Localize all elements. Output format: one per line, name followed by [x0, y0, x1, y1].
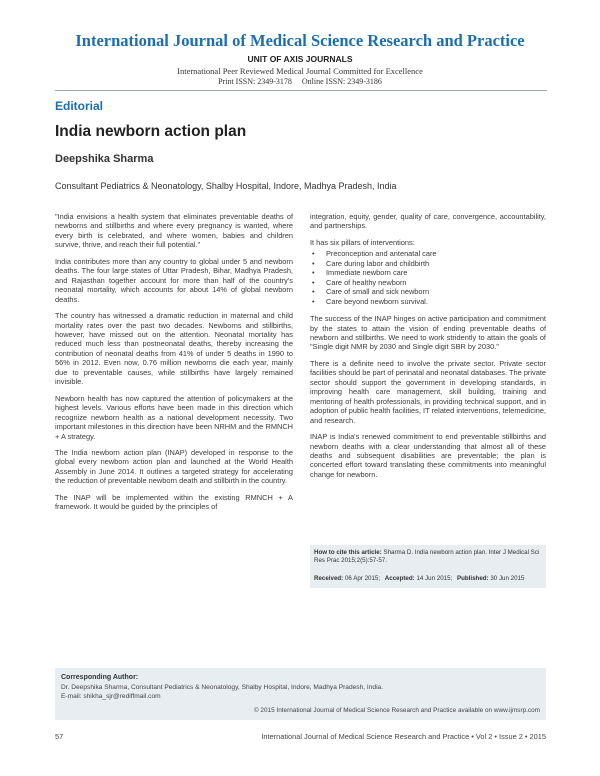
footer-journal-info: International Journal of Medical Science Research and Practice • Vol 2 • Issue 2 • 2015 [261, 732, 546, 741]
body-paragraph: The INAP will be implemented within the existing RMNCH + A framework. It would be guided by the principles of [55, 492, 293, 512]
issn-line [0, 77, 600, 86]
accepted-date: 14 Jun 2015; [416, 575, 453, 582]
corresponding-author-details: Dr. Deepshika Sharma, Consultant Pediatrics & Neonatology, Shalby Hospital, Indore, Madhya Pradesh, India. [61, 684, 384, 691]
publisher-name: UNIT OF AXIS JOURNALS [247, 54, 353, 64]
body-paragraph: The India newborn action plan (INAP) developed in response to the global every newborn action plan and launched at the World Health Assembly in June 2014. It outlines a targeted strategy for accelerating the reduction of preventable newborn death and stillbirth in the country. [55, 447, 293, 486]
body-paragraph: The success of the INAP hinges on active participation and commitment by the states to attain the vision of ending preventable deaths of newborn and stillbirths. We need to work stridently to attain the goals of "Single digit NMR by 2030 and Single digit SBR by 2030." [310, 314, 546, 352]
citation-label: How to cite this article: [314, 549, 382, 556]
header-divider [55, 90, 547, 91]
copyright-notice: © 2015 International Journal of Medical Science Research and Practice available on www.ijmsrp.com [253, 707, 540, 714]
citation-reference: Sharma D. India newborn action plan. Inter J Medical Sci Res Prac 2015;2(5):57-57. [314, 549, 540, 565]
body-paragraph: There is a definite need to involve the private sector. Private sector facilities should be part of perinatal and neonatal databases. The private sector should support the government in developing standards, in improving health care management, skill building, training and mentoring of health professionals, in providing technical support, and in adoption of public health facilities, IT related interventions, telemedicine, and research. [310, 358, 546, 425]
body-paragraph: India contributes more than any country to global under 5 and newborn deaths. The four large states of Uttar Pradesh, Bihar, Madhya Pradesh, and Rajasthan together account for more than half of the country's neonatal mortality, which accounts for about 14% of global newborn deaths. [55, 256, 293, 304]
article-dates [314, 575, 542, 583]
list-item: • Care during labor and childbirth [310, 259, 546, 268]
quote-paragraph: "India envisions a health system that eliminates preventable deaths of newborns and stillbirths and where every pregnancy is wanted, where every birth is celebrated, and where women, babies and children survive, thrive, and reach their full potential." [55, 212, 293, 250]
received-date: 06 Apr 2015; [344, 575, 381, 582]
body-paragraph: INAP is India's renewed commitment to end preventable stillbirths and newborn deaths with a clear understanding that almost all of these deaths and subsequent disabilities are preventable; the plan is concerted effort toward translating these commitments into meaningful change for newborn. [310, 432, 546, 479]
citation-box [310, 545, 546, 588]
received-label: Received: [314, 575, 344, 582]
published-label: Published: [456, 575, 489, 582]
body-right-column [310, 212, 546, 486]
section-label: Editorial [55, 99, 104, 113]
list-item: • Care of healthy newborn [310, 278, 546, 287]
corresponding-author-box [55, 668, 546, 720]
list-item: • Preconception and antenatal care [310, 249, 546, 258]
online-issn: Online ISSN: 2349-3186 [301, 77, 382, 86]
author-name: Deepshika Sharma [55, 153, 154, 165]
body-paragraph: The country has witnessed a dramatic reduction in maternal and child mortality rates over the past two decades. Newborns and stillbirths, however, have missed out on the attention. Neonatal mortality has reduced much less than postneonatal deaths, thereby increasing the contribution of neonatal deaths from 41% of under 5 deaths in 1990 to 56% in 2012. Even now, 0.76 million newborns die each year, mainly due to preventable causes, while stillbirths have largely remained invisible. [55, 311, 293, 387]
accepted-label: Accepted: [384, 575, 415, 582]
body-left-column [55, 212, 293, 519]
article-title: India newborn action plan [55, 123, 247, 140]
body-paragraph: integration, equity, gender, quality of care, convergence, accountability, and partnerships. [310, 212, 546, 231]
corresponding-author-title: Corresponding Author: [61, 674, 139, 681]
page-number: 57 [55, 732, 64, 741]
list-item: • Immediate newborn care [310, 268, 546, 277]
published-date: 30 Jun 2015 [490, 575, 525, 582]
corresponding-author-email[interactable]: E-mail: shikha_sjr@rediffmail.com [61, 693, 161, 700]
pillars-intro: It has six pillars of interventions: [310, 237, 415, 247]
pillars-list [310, 249, 546, 306]
list-item: • Care of small and sick newborn [310, 287, 546, 296]
author-affiliation: Consultant Pediatrics & Neonatology, Shalby Hospital, Indore, Madhya Pradesh, India [55, 181, 397, 191]
print-issn: Print ISSN: 2349-3178 [218, 77, 292, 86]
body-paragraph: Newborn health has now captured the attention of policymakers at the highest levels. Various efforts have been made in this direction which recognize newborn health as a national development necessity. Two important milestones in this direction have been NRHM and the RMNCH + A strategy. [55, 393, 293, 441]
peer-review-tagline: International Peer Reviewed Medical Journal Committed for Excellence [177, 66, 423, 76]
list-item: • Care beyond newborn survival. [310, 297, 546, 306]
journal-title: International Journal of Medical Science Research and Practice [75, 31, 525, 50]
citation-text [310, 545, 546, 565]
